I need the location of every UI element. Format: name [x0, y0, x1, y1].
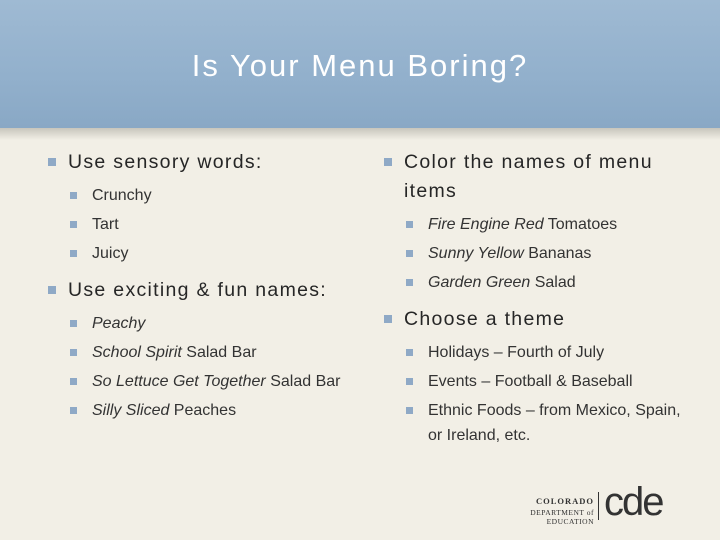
- bullet-color-names: Color the names of menu items: [384, 148, 694, 206]
- square-bullet-icon: [48, 158, 56, 166]
- banner-shadow: [0, 128, 720, 140]
- list-item: Silly Sliced Peaches: [70, 398, 358, 423]
- list-item: Fire Engine Red Tomatoes: [406, 212, 694, 237]
- left-column: [48, 148, 358, 433]
- list-item: Garden Green Salad: [406, 270, 694, 295]
- slide-title: Is Your Menu Boring?: [191, 48, 529, 83]
- list-item: So Lettuce Get Together Salad Bar: [70, 369, 358, 394]
- list-item: Holidays – Fourth of July: [406, 340, 694, 365]
- square-bullet-icon: [70, 407, 77, 414]
- list-item: Juicy: [70, 241, 358, 266]
- list-item: Crunchy: [70, 183, 358, 208]
- list-item: Peachy: [70, 311, 358, 336]
- list-item: School Spirit Salad Bar: [70, 340, 358, 365]
- square-bullet-icon: [48, 286, 56, 294]
- square-bullet-icon: [70, 221, 77, 228]
- list-item: Tart: [70, 212, 358, 237]
- sensory-words-list: [48, 183, 358, 266]
- square-bullet-icon: [406, 378, 413, 385]
- right-column: [384, 148, 694, 458]
- theme-list: [384, 340, 694, 448]
- square-bullet-icon: [70, 320, 77, 327]
- list-item: Events – Football & Baseball: [406, 369, 694, 394]
- bullet-choose-theme: Choose a theme: [384, 305, 694, 334]
- list-item: Sunny Yellow Bananas: [406, 241, 694, 266]
- square-bullet-icon: [406, 221, 413, 228]
- square-bullet-icon: [70, 250, 77, 257]
- fun-names-list: [48, 311, 358, 423]
- square-bullet-icon: [70, 378, 77, 385]
- logo-colorado-text: COLORADO: [535, 496, 594, 506]
- square-bullet-icon: [406, 279, 413, 286]
- square-bullet-icon: [70, 349, 77, 356]
- color-names-list: [384, 212, 694, 295]
- square-bullet-icon: [406, 407, 413, 414]
- logo-mark: cde: [604, 480, 663, 524]
- bullet-fun-names: Use exciting & fun names:: [48, 276, 358, 305]
- square-bullet-icon: [70, 192, 77, 199]
- bullet-sensory-words: Use sensory words:: [48, 148, 358, 177]
- logo-divider: [598, 492, 599, 520]
- logo-department-text: DEPARTMENT of EDUCATION: [530, 508, 594, 526]
- square-bullet-icon: [384, 315, 392, 323]
- list-item: Ethnic Foods – from Mexico, Spain, or Ireland, etc.: [406, 398, 694, 448]
- square-bullet-icon: [384, 158, 392, 166]
- square-bullet-icon: [406, 349, 413, 356]
- square-bullet-icon: [406, 250, 413, 257]
- cde-logo: [490, 480, 700, 528]
